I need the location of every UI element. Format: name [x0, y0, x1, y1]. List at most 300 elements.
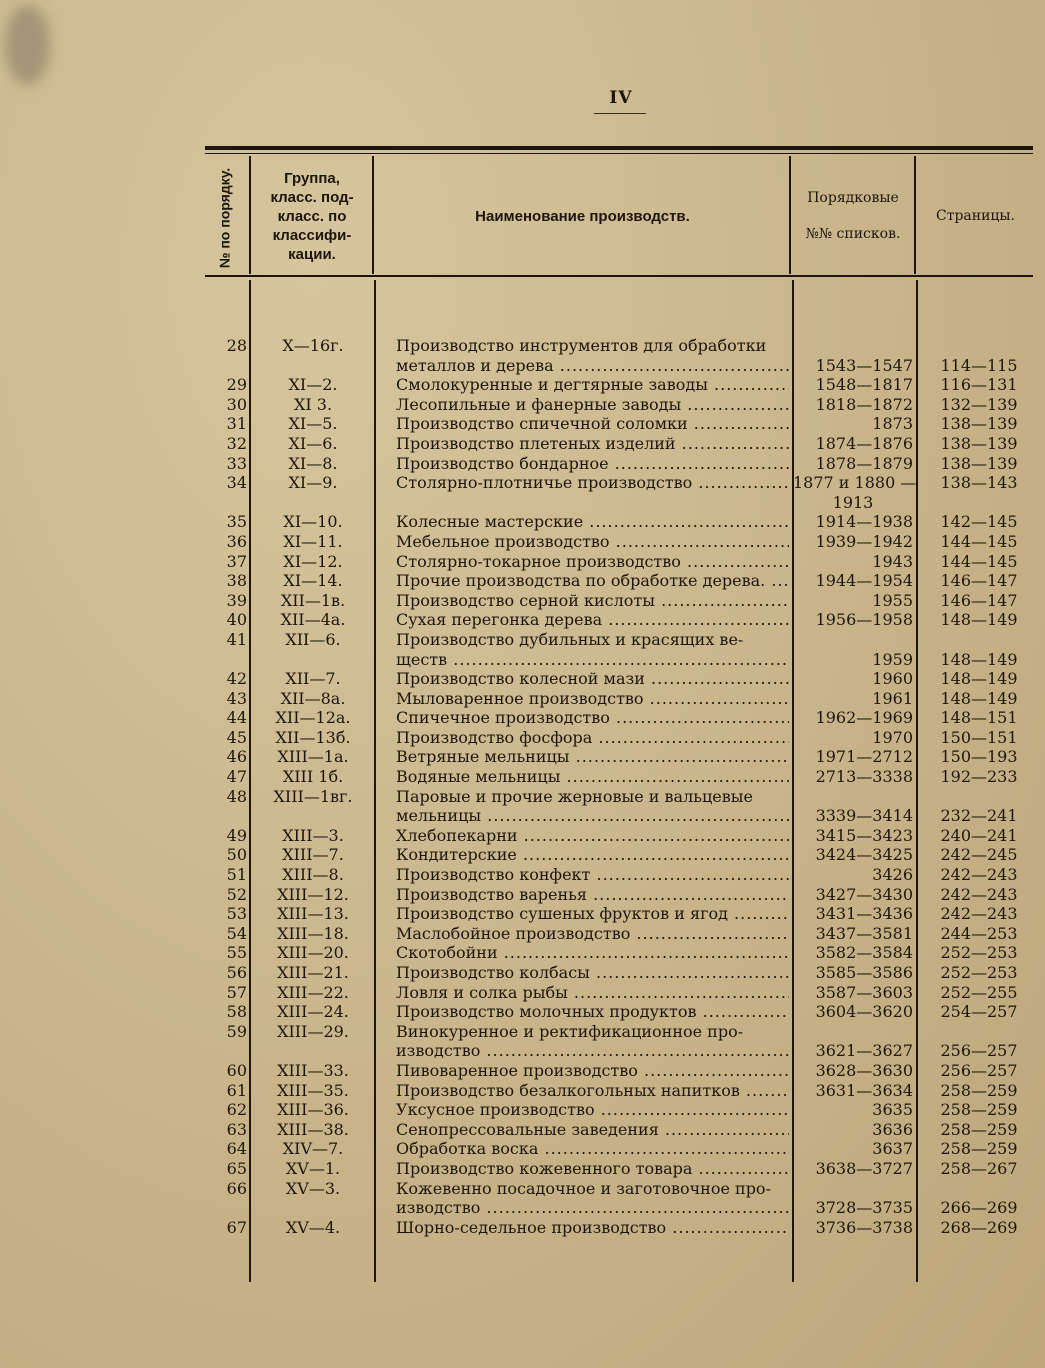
row-number: 41: [226, 629, 247, 649]
row-number: 34: [226, 473, 247, 493]
row-name-line: Производство бондарное .....: [396, 454, 789, 474]
table-row: [0, 728, 1045, 748]
row-pages: 242—243: [940, 884, 1018, 904]
row-list-numbers: 3415—3423: [815, 825, 913, 845]
row-name-line: Кожевенно посадочное и заготовочное про-: [396, 1178, 771, 1198]
row-name-line: Маслобойное производство .....: [396, 924, 789, 944]
row-name-line: Производство молочных продуктов .....: [396, 1002, 789, 1022]
row-name-line: Производство кожевенного товара .....: [396, 1159, 789, 1179]
row-name-line: Обработка воска .....: [396, 1139, 789, 1159]
row-pages: 252—253: [940, 943, 1018, 963]
row-list-numbers: 3339—3414: [815, 806, 913, 826]
row-group-code: XIII—12.: [277, 884, 349, 904]
table-body: [0, 336, 1045, 1237]
row-production-name: [396, 924, 789, 944]
row-list-numbers: 1959: [872, 649, 913, 669]
header-lists: Порядковые №№ списков.: [805, 190, 901, 242]
row-pages: 148—149: [940, 688, 1018, 708]
row-production-name: [396, 610, 789, 630]
row-pages: 142—145: [940, 512, 1018, 532]
header-pages: Страницы.: [935, 207, 1016, 224]
row-name-line: ществ .....: [396, 650, 789, 670]
row-group-code: XIII—38.: [277, 1119, 349, 1139]
row-production-name: [396, 826, 789, 846]
row-list-numbers: 3427—3430: [815, 884, 913, 904]
row-pages: 258—259: [940, 1139, 1018, 1159]
header-name: Наименование производств.: [475, 207, 690, 225]
row-pages: 252—255: [940, 982, 1018, 1002]
row-list-numbers: 3424—3425: [815, 845, 913, 865]
table-row: [0, 552, 1045, 572]
table-row: [0, 904, 1045, 924]
row-production-name: [396, 865, 789, 885]
row-list-numbers: 3728—3735: [815, 1198, 913, 1218]
row-pages: 268—269: [940, 1217, 1018, 1237]
row-production-name: [396, 1100, 789, 1120]
row-number: 52: [226, 884, 247, 904]
row-number: 45: [226, 727, 247, 747]
header-group: Группа, класс. под- класс. по классифи- кации.: [270, 169, 354, 263]
row-production-name: [396, 904, 789, 924]
table-row: [0, 885, 1045, 905]
row-name-line: Производство варенья .....: [396, 885, 789, 905]
row-production-name: [396, 571, 789, 591]
row-name-line: Шорно-седельное производство .....: [396, 1218, 789, 1238]
table-row: [0, 1120, 1045, 1140]
row-pages: 138—139: [940, 433, 1018, 453]
row-name-line: Сухая перегонка дерева .....: [396, 610, 789, 630]
row-list-numbers: 3621—3627: [815, 1041, 913, 1061]
table-row: [0, 1002, 1045, 1022]
table-row: [0, 924, 1045, 944]
row-production-name: [396, 395, 789, 415]
row-name-line: Паровые и прочие жерновые и вальцевые: [396, 786, 753, 806]
row-number: 53: [226, 904, 247, 924]
row-group-code: XII—4а.: [280, 610, 346, 630]
row-group-code: XI—14.: [283, 571, 343, 591]
table-row: [0, 434, 1045, 454]
row-list-numbers: 1939—1942: [815, 531, 913, 551]
row-pages: 242—245: [940, 845, 1018, 865]
row-production-name: [396, 787, 789, 826]
row-group-code: XIII—20.: [277, 943, 349, 963]
row-number: 56: [226, 963, 247, 982]
row-number: 31: [226, 414, 247, 434]
table-row: [0, 336, 1045, 375]
table-row: [0, 375, 1045, 395]
row-list-numbers-cont: 1913: [832, 492, 874, 512]
row-list-numbers: 1944—1954: [815, 571, 913, 591]
row-list-numbers: 3635: [872, 1100, 913, 1120]
row-name-line: Столярно-токарное производство .....: [396, 552, 789, 572]
table-row: [0, 1179, 1045, 1218]
page-number: IV: [609, 88, 633, 108]
row-production-name: [396, 591, 789, 611]
row-list-numbers: 1943: [872, 551, 913, 571]
row-number: 28: [226, 336, 247, 355]
table-row: [0, 963, 1045, 983]
row-pages: 138—143: [940, 473, 1018, 493]
row-production-name: [396, 1061, 789, 1081]
row-pages: 144—145: [940, 531, 1018, 551]
row-list-numbers: 3437—3581: [815, 923, 913, 943]
row-list-numbers: 2713—3338: [815, 767, 913, 787]
row-group-code: XIII—3.: [282, 825, 344, 845]
table-row: [0, 1081, 1045, 1101]
table-row: [0, 512, 1045, 532]
page-number-underline: [594, 113, 646, 114]
row-name-line: Колесные мастерские .....: [396, 512, 789, 532]
row-list-numbers: 1818—1872: [815, 394, 913, 414]
table-row: [0, 747, 1045, 767]
row-number: 49: [226, 825, 247, 845]
row-group-code: XI 3.: [293, 394, 333, 414]
row-number: 62: [226, 1100, 247, 1120]
row-production-name: [396, 473, 789, 493]
row-number: 35: [226, 512, 247, 532]
row-list-numbers: 1955: [872, 590, 913, 610]
row-name-line: металлов и дерева .....: [396, 356, 789, 376]
table-row: [0, 532, 1045, 552]
row-number: 51: [226, 865, 247, 885]
row-number: 50: [226, 845, 247, 865]
column-divider: [789, 156, 791, 274]
table-row: [0, 395, 1045, 415]
row-name-line: Сенопрессовальные заведения .....: [396, 1120, 789, 1140]
row-group-code: XI—6.: [288, 433, 338, 453]
row-list-numbers: 1914—1938: [815, 512, 913, 532]
row-group-code: XIII—36.: [277, 1100, 349, 1120]
row-name-line: Кондитерские .....: [396, 845, 789, 865]
row-name-line: мельницы .....: [396, 806, 789, 826]
row-pages: 138—139: [940, 453, 1018, 473]
row-number: 32: [226, 433, 247, 453]
row-name-line: Производство инструментов для обработки: [396, 336, 767, 355]
table-top-rule: [205, 146, 1033, 150]
row-number: 57: [226, 982, 247, 1002]
column-divider: [249, 156, 251, 274]
row-group-code: XIII—22.: [277, 982, 349, 1002]
row-group-code: XII—1в.: [280, 590, 346, 610]
row-number: 42: [226, 669, 247, 689]
row-production-name: [396, 1022, 789, 1061]
row-pages: 132—139: [940, 394, 1018, 414]
row-group-code: XIII—35.: [277, 1080, 349, 1100]
row-group-code: XIII—24.: [277, 1002, 349, 1022]
row-group-code: XI—9.: [288, 473, 338, 493]
row-group-code: XIII—1а.: [277, 747, 349, 767]
row-pages: 242—243: [940, 865, 1018, 885]
row-pages: 258—259: [940, 1080, 1018, 1100]
row-list-numbers: 1873: [872, 414, 913, 434]
row-pages: 244—253: [940, 923, 1018, 943]
row-list-numbers: 1960: [872, 669, 913, 689]
table-top-rule-thin: [205, 153, 1033, 154]
row-list-numbers: 1877 и 1880 —: [793, 473, 917, 493]
row-production-name: [396, 1139, 789, 1159]
row-production-name: [396, 414, 789, 434]
row-pages: 266—269: [940, 1198, 1018, 1218]
row-production-name: [396, 1081, 789, 1101]
row-production-name: [396, 845, 789, 865]
row-production-name: [396, 375, 789, 395]
row-production-name: [396, 552, 789, 572]
row-list-numbers: 3604—3620: [815, 1002, 913, 1022]
row-production-name: [396, 1120, 789, 1140]
row-pages: 258—259: [940, 1100, 1018, 1120]
row-list-numbers: 3636: [872, 1119, 913, 1139]
table-row: [0, 630, 1045, 669]
table-row: [0, 669, 1045, 689]
table-row: [0, 473, 1045, 512]
column-divider: [372, 156, 374, 274]
table-row: [0, 591, 1045, 611]
table-row: [0, 826, 1045, 846]
row-pages: 148—151: [940, 708, 1018, 728]
table-row: [0, 610, 1045, 630]
row-list-numbers: 3431—3436: [815, 904, 913, 924]
row-number: 67: [226, 1217, 247, 1237]
row-production-name: [396, 708, 789, 728]
row-name-line: Производство безалкогольных напитков .....: [396, 1081, 789, 1101]
row-list-numbers: 3638—3727: [815, 1158, 913, 1178]
row-list-numbers: 3637: [872, 1139, 913, 1159]
table-row: [0, 454, 1045, 474]
row-pages: 258—267: [940, 1158, 1018, 1178]
row-group-code: XI—12.: [283, 551, 343, 571]
row-production-name: [396, 532, 789, 552]
column-divider: [914, 156, 916, 274]
row-production-name: [396, 512, 789, 532]
row-list-numbers: 1956—1958: [815, 610, 913, 630]
row-pages: 146—147: [940, 590, 1018, 610]
row-number: 63: [226, 1119, 247, 1139]
row-number: 36: [226, 531, 247, 551]
row-number: 46: [226, 747, 247, 767]
row-list-numbers: 3631—3634: [815, 1080, 913, 1100]
row-production-name: [396, 963, 789, 983]
table-row: [0, 689, 1045, 709]
row-group-code: XII—12а.: [275, 708, 351, 728]
table-row: [0, 1022, 1045, 1061]
row-number: 30: [226, 394, 247, 414]
row-group-code: X—16г.: [282, 336, 344, 355]
row-name-line: Производство колесной мази .....: [396, 669, 789, 689]
row-pages: 258—259: [940, 1119, 1018, 1139]
row-production-name: [396, 669, 789, 689]
row-number: 65: [226, 1158, 247, 1178]
row-number: 58: [226, 1002, 247, 1022]
row-number: 39: [226, 590, 247, 610]
row-group-code: XII—13б.: [275, 727, 351, 747]
row-production-name: [396, 767, 789, 787]
row-group-code: XIII—1вг.: [273, 786, 353, 806]
row-name-line: Спичечное производство .....: [396, 708, 789, 728]
row-name-line: Мыловаренное производство .....: [396, 689, 789, 709]
row-group-code: XI—5.: [288, 414, 338, 434]
row-pages: 150—151: [940, 727, 1018, 747]
row-group-code: XIII—18.: [277, 923, 349, 943]
row-production-name: [396, 630, 789, 669]
row-group-code: XIII 1б.: [282, 767, 344, 787]
row-list-numbers: 1878—1879: [815, 453, 913, 473]
row-name-line: Столярно-плотничье производство .....: [396, 473, 789, 493]
row-group-code: XIII—13.: [277, 904, 349, 924]
row-number: 54: [226, 923, 247, 943]
row-number: 37: [226, 551, 247, 571]
row-production-name: [396, 943, 789, 963]
row-group-code: XIV—7.: [282, 1139, 344, 1159]
row-list-numbers: 1548—1817: [815, 375, 913, 395]
table-row: [0, 414, 1045, 434]
row-list-numbers: 1961: [872, 688, 913, 708]
row-production-name: [396, 434, 789, 454]
row-name-line: Производство серной кислоты .....: [396, 591, 789, 611]
row-number: 66: [226, 1178, 247, 1198]
table-row: [0, 943, 1045, 963]
row-number: 44: [226, 708, 247, 728]
row-number: 59: [226, 1021, 247, 1041]
table-row: [0, 1100, 1045, 1120]
row-name-line: Винокуренное и ректификационное про-: [396, 1021, 744, 1041]
table-row: [0, 1159, 1045, 1179]
row-production-name: [396, 336, 789, 375]
row-name-line: Производство колбасы .....: [396, 963, 789, 983]
row-number: 55: [226, 943, 247, 963]
row-list-numbers: 3628—3630: [815, 1060, 913, 1080]
row-number: 47: [226, 767, 247, 787]
row-list-numbers: 3587—3603: [815, 982, 913, 1002]
row-pages: 138—139: [940, 414, 1018, 434]
row-name-line: Скотобойни .....: [396, 943, 789, 963]
row-pages: 148—149: [940, 610, 1018, 630]
row-name-line: Смолокуренные и дегтярные заводы .....: [396, 375, 789, 395]
row-number: 48: [226, 786, 247, 806]
table-row: [0, 767, 1045, 787]
row-production-name: [396, 1179, 789, 1218]
row-name-line: Производство плетеных изделий .....: [396, 434, 789, 454]
table-row: [0, 1139, 1045, 1159]
row-name-line: Прочие производства по обработке дерева. .....: [396, 571, 789, 591]
row-pages: 146—147: [940, 571, 1018, 591]
row-list-numbers: 3736—3738: [815, 1217, 913, 1237]
row-group-code: XIII—8.: [282, 865, 344, 885]
row-name-line: Ветряные мельницы .....: [396, 747, 789, 767]
table-row: [0, 983, 1045, 1003]
row-pages: 256—257: [940, 1041, 1018, 1061]
row-group-code: XI—2.: [288, 375, 338, 395]
row-group-code: XII—6.: [285, 629, 341, 649]
row-name-line: Мебельное производство .....: [396, 532, 789, 552]
row-list-numbers: 1543—1547: [815, 355, 913, 375]
row-production-name: [396, 885, 789, 905]
row-group-code: XIII—21.: [277, 963, 349, 982]
row-production-name: [396, 1159, 789, 1179]
row-number: 38: [226, 571, 247, 591]
row-group-code: XII—7.: [285, 669, 341, 689]
row-number: 40: [226, 610, 247, 630]
row-name-line: Водяные мельницы .....: [396, 767, 789, 787]
row-name-line: Производство сушеных фруктов и ягод .....: [396, 904, 789, 924]
row-group-code: XV—1.: [285, 1158, 341, 1178]
row-number: 33: [226, 453, 247, 473]
row-name-line: изводство .....: [396, 1041, 789, 1061]
row-group-code: XV—3.: [285, 1178, 341, 1198]
row-production-name: [396, 747, 789, 767]
row-group-code: XIII—29.: [277, 1021, 349, 1041]
row-group-code: XIII—33.: [277, 1060, 349, 1080]
row-pages: 254—257: [940, 1002, 1018, 1022]
row-name-line: Производство спичечной соломки .....: [396, 414, 789, 434]
table-row: [0, 571, 1045, 591]
row-name-line: Производство фосфора .....: [396, 728, 789, 748]
row-number: 29: [226, 375, 247, 395]
row-number: 60: [226, 1060, 247, 1080]
row-pages: 148—149: [940, 649, 1018, 669]
row-number: 64: [226, 1139, 247, 1159]
row-list-numbers: 1971—2712: [815, 747, 913, 767]
row-name-line: Производство конфект .....: [396, 865, 789, 885]
row-group-code: XI—10.: [283, 512, 343, 532]
table-row: [0, 865, 1045, 885]
row-pages: 116—131: [940, 375, 1018, 395]
row-group-code: XIII—7.: [282, 845, 344, 865]
row-list-numbers: 3585—3586: [815, 963, 913, 982]
row-name-line: Лесопильные и фанерные заводы .....: [396, 395, 789, 415]
row-number: 61: [226, 1080, 247, 1100]
row-pages: 256—257: [940, 1060, 1018, 1080]
row-list-numbers: 3426: [872, 865, 913, 885]
row-group-code: XII—8а.: [280, 688, 346, 708]
row-group-code: XV—4.: [285, 1217, 341, 1237]
row-production-name: [396, 1002, 789, 1022]
row-pages: 150—193: [940, 747, 1018, 767]
row-pages: 240—241: [940, 825, 1018, 845]
row-name-line: Уксусное производство .....: [396, 1100, 789, 1120]
row-name-line: Пивоваренное производство .....: [396, 1061, 789, 1081]
table-header-rule: [205, 275, 1033, 277]
paper-stain: [5, 5, 50, 85]
row-production-name: [396, 689, 789, 709]
row-list-numbers: 1970: [872, 727, 913, 747]
row-name-line: изводство .....: [396, 1198, 789, 1218]
row-production-name: [396, 1218, 789, 1238]
row-group-code: XI—11.: [283, 531, 343, 551]
row-list-numbers: 1962—1969: [815, 708, 913, 728]
table-row: [0, 708, 1045, 728]
row-pages: 148—149: [940, 669, 1018, 689]
table-row: [0, 1218, 1045, 1238]
row-name-line: Хлебопекарни .....: [396, 826, 789, 846]
row-pages: 252—253: [940, 963, 1018, 982]
row-pages: 114—115: [940, 355, 1018, 375]
row-pages: 144—145: [940, 551, 1018, 571]
header-number: № по порядку.: [216, 167, 233, 268]
row-production-name: [396, 983, 789, 1003]
row-pages: 242—243: [940, 904, 1018, 924]
row-pages: 192—233: [940, 767, 1018, 787]
table-row: [0, 845, 1045, 865]
row-production-name: [396, 454, 789, 474]
table-row: [0, 1061, 1045, 1081]
row-list-numbers: 1874—1876: [815, 433, 913, 453]
row-name-line: Производство дубильных и красящих ве-: [396, 629, 744, 649]
table-row: [0, 787, 1045, 826]
row-number: 43: [226, 688, 247, 708]
row-production-name: [396, 728, 789, 748]
row-pages: 232—241: [940, 806, 1018, 826]
row-list-numbers: 3582—3584: [815, 943, 913, 963]
